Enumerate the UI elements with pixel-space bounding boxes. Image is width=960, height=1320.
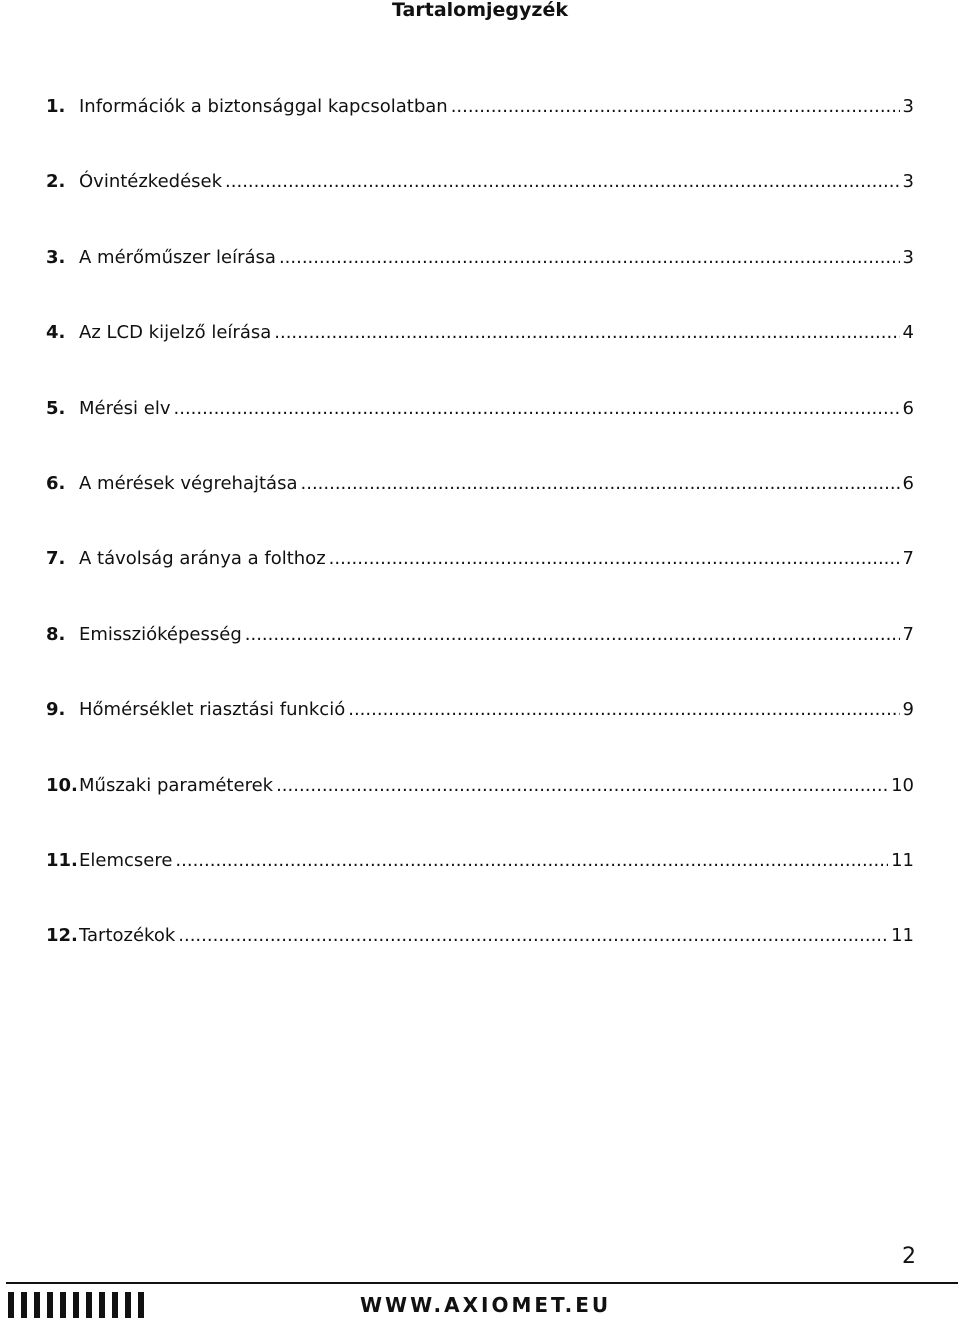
toc-entry-number: 9. xyxy=(46,699,66,721)
page-number: 2 xyxy=(902,1244,916,1269)
toc-entry[interactable] xyxy=(46,247,914,322)
toc-entry-label: A mérések végrehajtása xyxy=(79,472,298,494)
toc-entry-number: 3. xyxy=(46,246,66,268)
toc-entry-label: Műszaki paraméterek xyxy=(79,774,274,796)
dot-leader xyxy=(178,925,888,947)
table-of-contents xyxy=(46,96,914,1001)
toc-entry-number: 2. xyxy=(46,171,66,193)
toc-entry-label: Információk a biztonsággal kapcsolatban xyxy=(79,96,448,117)
toc-entry-page: 4 xyxy=(902,322,914,344)
toc-entry-page: 9 xyxy=(902,699,914,721)
toc-entry[interactable] xyxy=(46,171,914,246)
toc-entry-label: Mérési elv xyxy=(79,397,171,419)
toc-entry-label: Tartozékok xyxy=(79,925,176,947)
toc-entry-number: 5. xyxy=(46,397,66,419)
toc-entry[interactable] xyxy=(46,775,914,850)
dot-leader xyxy=(174,398,900,420)
toc-entry[interactable] xyxy=(46,548,914,623)
dot-leader xyxy=(276,775,888,797)
toc-entry-label: A távolság aránya a folthoz xyxy=(79,548,326,570)
toc-entry-label: Óvintézkedések xyxy=(79,171,223,193)
toc-entry[interactable] xyxy=(46,322,914,397)
dot-leader xyxy=(301,473,900,495)
toc-entry-label: A mérőműszer leírása xyxy=(79,246,276,268)
toc-entry-label: Elemcsere xyxy=(79,849,173,871)
toc-entry-page: 7 xyxy=(902,623,914,645)
toc-entry-number: 12. xyxy=(46,925,78,947)
toc-entry-page: 11 xyxy=(891,925,914,947)
dot-leader xyxy=(245,624,900,646)
toc-entry-page: 10 xyxy=(891,774,914,796)
dot-leader xyxy=(451,96,900,118)
toc-entry[interactable] xyxy=(46,398,914,473)
toc-entry[interactable] xyxy=(46,699,914,774)
toc-entry-number: 8. xyxy=(46,623,66,645)
toc-entry-number: 10. xyxy=(46,774,78,796)
toc-entry-page: 3 xyxy=(902,96,914,117)
dot-leader xyxy=(175,850,888,872)
toc-entry[interactable] xyxy=(46,925,914,1000)
toc-entry-page: 11 xyxy=(891,849,914,871)
toc-entry-page: 6 xyxy=(902,472,914,494)
dot-leader xyxy=(348,699,899,721)
dot-leader xyxy=(279,247,900,269)
toc-entry-page: 3 xyxy=(902,246,914,268)
toc-entry-page: 6 xyxy=(902,397,914,419)
toc-entry[interactable] xyxy=(46,473,914,548)
dot-leader xyxy=(225,171,900,193)
dot-leader xyxy=(274,322,899,344)
toc-entry-number: 1. xyxy=(46,96,66,117)
toc-entry[interactable] xyxy=(46,96,914,171)
toc-entry-number: 4. xyxy=(46,322,66,344)
toc-entry-number: 6. xyxy=(46,472,66,494)
dot-leader xyxy=(329,548,900,570)
toc-entry-number: 7. xyxy=(46,548,66,570)
footer-divider xyxy=(6,1282,958,1284)
toc-entry-label: Emisszióképesség xyxy=(79,623,242,645)
toc-entry-number: 11. xyxy=(46,849,78,871)
toc-entry-label: Az LCD kijelző leírása xyxy=(79,322,272,344)
toc-entry[interactable] xyxy=(46,850,914,925)
toc-entry[interactable] xyxy=(46,624,914,699)
toc-entry-page: 3 xyxy=(902,171,914,193)
barcode-logo-icon xyxy=(8,1292,151,1318)
toc-entry-label: Hőmérséklet riasztási funkció xyxy=(79,699,346,721)
toc-entry-page: 7 xyxy=(902,548,914,570)
toc-title: Tartalomjegyzék xyxy=(392,0,568,21)
footer-website: WWW.AXIOMET.EU xyxy=(360,1293,612,1317)
